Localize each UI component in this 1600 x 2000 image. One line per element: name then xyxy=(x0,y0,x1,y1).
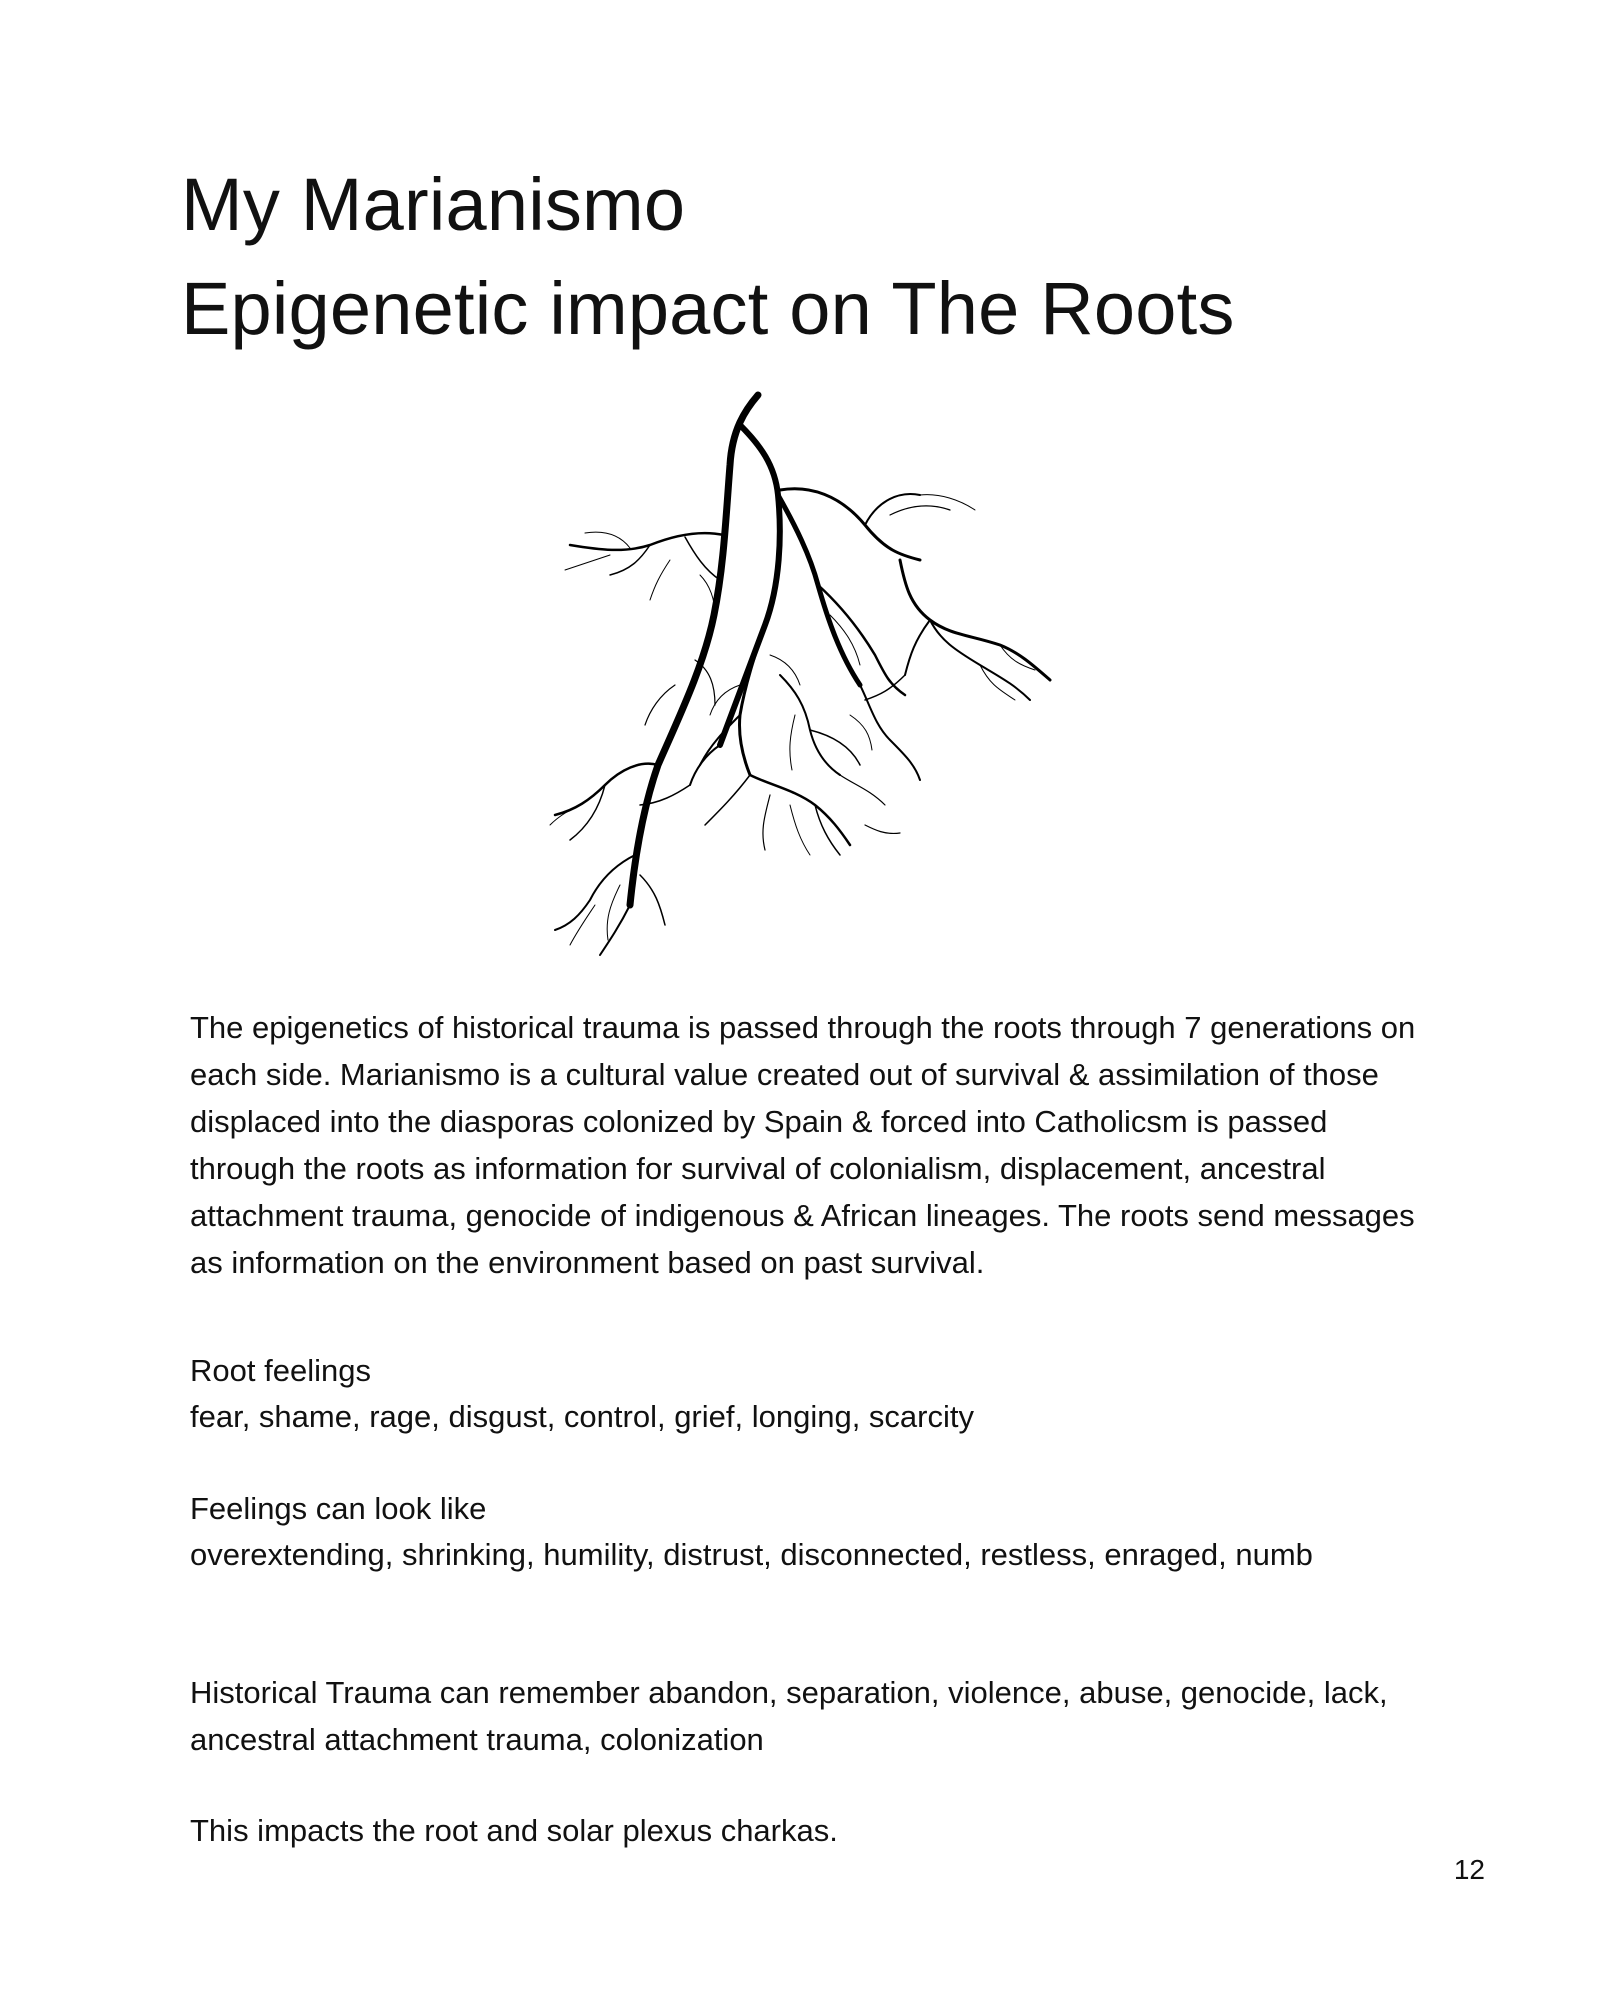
feelings-look-list: overextending, shrinking, humility, distrust, disconnected, restless, enraged, numb xyxy=(190,1537,1313,1572)
title-line-1: My Marianismo xyxy=(181,163,686,246)
root-feelings-heading: Root feelings xyxy=(190,1353,371,1388)
page-number: 12 xyxy=(1453,1854,1485,1885)
title-line-2: Epigenetic impact on The Roots xyxy=(181,267,1235,350)
historical-trauma-text: Historical Trauma can remember abandon, separation, violence, abuse, genocide, lack, ancestral attachment trauma, colonization xyxy=(190,1675,1388,1757)
feelings-look-heading: Feelings can look like xyxy=(190,1491,487,1526)
root-feelings-list: fear, shame, rage, disgust, control, grief, longing, scarcity xyxy=(190,1399,974,1434)
intro-paragraph: The epigenetics of historical trauma is passed through the roots through 7 generations on each side. Marianismo is a cultural value created out of survival & assimilation of those displaced into the diasporas colonized by Spain & forced into Catholicsm is passed through the roots as information for survival of colonialism, displacement, ancestral attachment trauma, genocide of indigenous & African lineages. The roots send messages as information on the environment based on past survival. xyxy=(190,1010,1416,1280)
tree-roots-illustration xyxy=(510,385,1110,965)
impact-text: This impacts the root and solar plexus charkas. xyxy=(190,1813,838,1848)
